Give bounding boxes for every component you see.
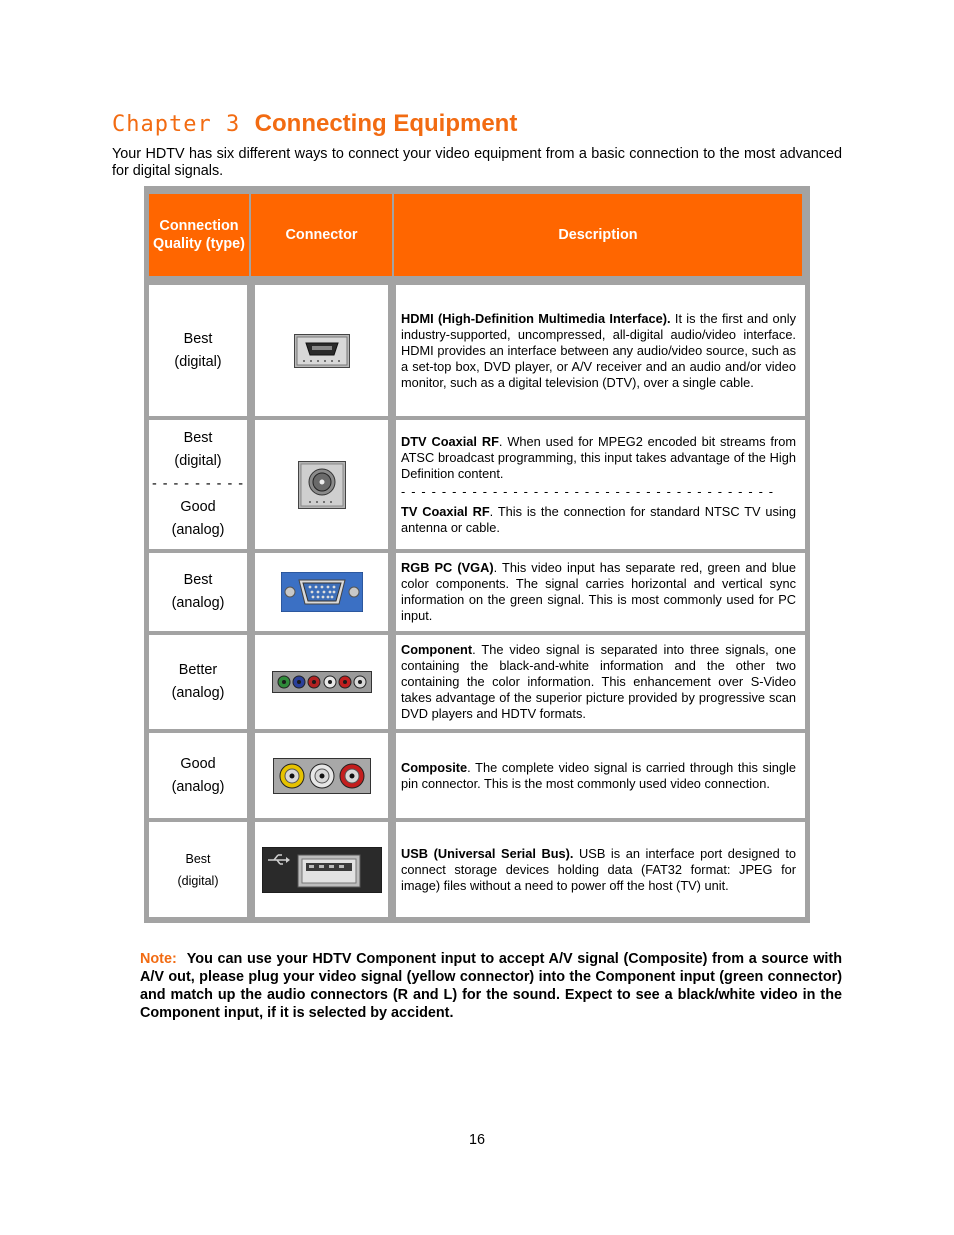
note-paragraph [140, 950, 842, 1022]
row-5-connector [255, 733, 388, 818]
row-3-quality [149, 553, 247, 631]
coaxial-rf-port-icon [298, 461, 346, 509]
desc-term: DTV Coaxial RF [401, 433, 499, 449]
desc-text: USB is an interface port designed to connect storage devices holding data (FAT32 format: JPEG for image) files without a need to power off the host (TV) unit. [401, 845, 796, 893]
usb-port-icon [262, 847, 382, 893]
row-2-description [396, 420, 805, 549]
header-description: Description [394, 194, 802, 276]
quality-level-2: Good [180, 499, 216, 515]
quality-type: (analog) [171, 595, 225, 611]
header-connector: Connector [251, 194, 392, 276]
quality-level: Better [178, 662, 218, 678]
intro-paragraph: Your HDTV has six different ways to connect your video equipment from a basic connection to the most advanced for digital signals. [112, 146, 842, 179]
row-1-description [396, 285, 805, 416]
row-2-quality [149, 420, 247, 549]
note-text: You can use your HDTV Component input to accept A/V signal (Composite) from a source with A/V out, please plug your video signal (yellow connector) into the Component input (green connector) and match up the audio connectors (R and L) for the sound. Expect to see a black/white video in the Component input, if it is selected by accident. [140, 951, 842, 1021]
quality-level: Best [183, 430, 213, 446]
desc-term: Component [401, 642, 473, 657]
desc-text-2: . This is the connection for standard NTSC TV using antenna or cable. [401, 503, 796, 535]
composite-rca-ports-icon [273, 758, 371, 794]
desc-separator: - - - - - - - - - - - - - - - - - - - - - - - - - - - - - - - - - - - - - [401, 483, 775, 499]
chapter-heading [112, 110, 517, 138]
row-4-quality [149, 635, 247, 729]
desc-term-2: TV Coaxial RF [401, 503, 490, 519]
row-1-quality [149, 285, 247, 416]
desc-term: USB (Universal Serial Bus). [401, 845, 574, 861]
quality-type: (analog) [171, 778, 225, 795]
row-3-connector [255, 553, 388, 631]
row-6-connector [255, 822, 388, 917]
desc-text: . The video signal is separated into three signals, one containing the black-and-white information and the other two containing the color information. This enhancement over S-Video takes advantage of the superior picture provided by progressive scan DVD players and HDTV formats. [401, 642, 796, 721]
row-6-quality [149, 822, 247, 917]
quality-type: (digital) [174, 353, 222, 370]
desc-term: HDMI (High-Definition Multimedia Interface). [401, 310, 671, 326]
desc-term: Composite [401, 759, 468, 775]
row-5-quality [149, 733, 247, 818]
quality-level: Best [183, 330, 213, 347]
desc-term: RGB PC (VGA) [401, 560, 494, 575]
connections-table [144, 186, 810, 923]
row-5-description [396, 733, 805, 818]
row-1-connector [255, 285, 388, 416]
quality-type: (digital) [174, 453, 222, 469]
row-3-description [396, 553, 805, 631]
chapter-label: Chapter 3 [112, 112, 241, 137]
desc-text: . When used for MPEG2 encoded bit streams from ATSC broadcast programming, this input takes advantage of the High Definition content. [401, 433, 796, 481]
desc-text: . The complete video signal is carried through this single pin connector. This is the most commonly used video connection. [401, 759, 796, 791]
row-4-description [396, 635, 805, 729]
header-quality: Connection Quality (type) [149, 194, 249, 276]
page-number: 16 [468, 1132, 485, 1148]
quality-separator: - - - - - - - - - [151, 476, 245, 492]
desc-text: It is the first and only industry-supported, uncompressed, all-digital audio/video interface. HDMI provides an interface between any audio/video source, such as a set-top box, DVD player, or A/V receiver and an audio and/or video monitor, such as a digital television (DTV), over a single cable. [401, 310, 797, 390]
component-rca-ports-icon [272, 671, 372, 693]
chapter-title: Connecting Equipment [254, 110, 518, 137]
quality-level: Best [185, 851, 211, 866]
vga-port-icon [281, 572, 363, 612]
quality-level: Good [180, 755, 216, 772]
row-6-description [396, 822, 805, 917]
quality-type: (analog) [171, 685, 225, 701]
note-label: Note: [140, 951, 177, 967]
quality-type-2: (analog) [171, 522, 225, 538]
hdmi-port-icon [294, 334, 350, 368]
quality-level: Best [183, 572, 213, 588]
row-4-connector [255, 635, 388, 729]
row-2-connector [255, 420, 388, 549]
desc-text: . This video input has separate red, green and blue color components. The signal carries horizontal and vertical sync information on the green signal. This is most commonly used for PC input. [401, 560, 796, 623]
quality-type: (digital) [177, 873, 219, 888]
